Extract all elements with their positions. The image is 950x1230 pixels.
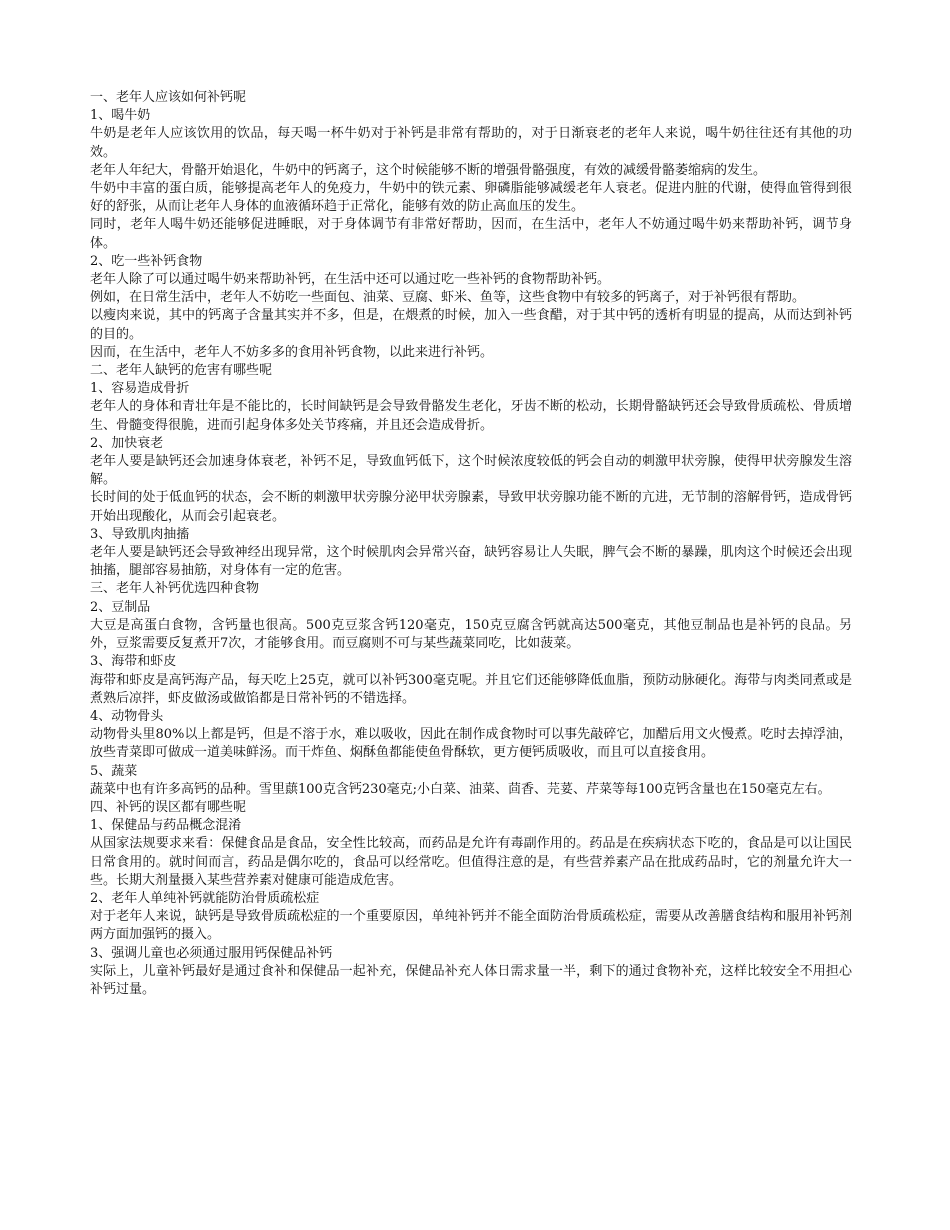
- paragraph: 牛奶中丰富的蛋白质，能够提高老年人的免疫力，牛奶中的铁元素、卵磷脂能够减缓老年人衰老。促进内脏的代谢，使得血管得到很好的舒张，从而让老年人身体的血液循环趋于正常化，能够有效的防止高血压的发生。: [90, 181, 852, 215]
- section-heading-4: 四、补钙的误区都有哪些呢: [90, 799, 247, 815]
- paragraph: 老年人年纪大，骨骼开始退化，牛奶中的钙离子，这个时候能够不断的增强骨骼强度，有效的减缓骨骼萎缩病的发生。: [90, 162, 767, 178]
- subheading: 2、老年人单纯补钙就能防治骨质疏松症: [90, 890, 320, 906]
- subheading: 5、蔬菜: [90, 763, 138, 779]
- paragraph: 以瘦肉来说，其中的钙离子含量其实并不多，但是，在煨煮的时候，加入一些食醋，对于其中钙的透析有明显的提高，从而达到补钙的目的。: [90, 308, 852, 342]
- subheading: 3、导致肌肉抽搐: [90, 526, 190, 542]
- paragraph: 蔬菜中也有许多高钙的品种。雪里蕻100克含钙230毫克;小白菜、油菜、茴香、芫荽、芹菜等每100克钙含量也在150毫克左右。: [90, 781, 831, 797]
- subheading: 4、动物骨头: [90, 708, 164, 724]
- subheading: 3、强调儿童也必须通过服用钙保健品补钙: [90, 945, 333, 961]
- paragraph: 海带和虾皮是高钙海产品，每天吃上25克，就可以补钙300毫克呢。并且它们还能够降低血脂，预防动脉硬化。海带与肉类同煮或是煮熟后凉拌，虾皮做汤或做馅都是日常补钙的不错选择。: [90, 672, 852, 706]
- paragraph: 对于老年人来说，缺钙是导致骨质疏松症的一个重要原因，单纯补钙并不能全面防治骨质疏松症，需要从改善膳食结构和服用补钙剂两方面加强钙的摄入。: [90, 909, 852, 943]
- paragraph: 大豆是高蛋白食物，含钙量也很高。500克豆浆含钙120毫克，150克豆腐含钙就高达500毫克，其他豆制品也是补钙的良品。另外，豆浆需要反复煮开7次，才能够食用。而豆腐则不可与某些蔬菜同吃，比如菠菜。: [90, 617, 852, 652]
- subheading: 2、豆制品: [90, 599, 151, 615]
- subheading: 2、加快衰老: [90, 435, 164, 451]
- subheading: 1、喝牛奶: [90, 108, 151, 124]
- paragraph: 实际上，儿童补钙最好是通过食补和保健品一起补充，保健品补充人体日需求量一半，剩下的通过食物补充，这样比较安全不用担心补钙过量。: [90, 963, 852, 997]
- subheading: 2、吃一些补钙食物: [90, 253, 203, 269]
- subheading: 1、容易造成骨折: [90, 381, 190, 397]
- paragraph: 牛奶是老年人应该饮用的饮品，每天喝一杯牛奶对于补钙是非常有帮助的，对于日渐衰老的老年人来说，喝牛奶往往还有其他的功效。: [90, 126, 852, 160]
- subheading: 3、海带和虾皮: [90, 654, 177, 670]
- paragraph: 长时间的处于低血钙的状态，会不断的刺激甲状旁腺分泌甲状旁腺素，导致甲状旁腺功能不断的亢进，无节制的溶解骨钙，造成骨钙开始出现酸化，从而会引起衰老。: [90, 490, 852, 524]
- paragraph: 从国家法规要求来看：保健食品是食品，安全性比较高，而药品是允许有毒副作用的。药品是在疾病状态下吃的，食品是可以让国民日常食用的。就时间而言，药品是偶尔吃的，食品可以经常吃。但值得注意的是，有些营养素产品在批成药品时，它的剂量允许大一些。长期大剂量摄入某些营养素对健康可能造成危害。: [90, 836, 852, 888]
- subheading: 1、保健品与药品概念混淆: [90, 818, 242, 834]
- paragraph: 老年人的身体和青壮年是不能比的，长时间缺钙是会导致骨骼发生老化，牙齿不断的松动，长期骨骼缺钙还会导致骨质疏松、骨质增生、骨髓变得很脆，进而引起身体多处关节疼痛，并且还会造成骨折。: [90, 399, 852, 433]
- paragraph: 同时，老年人喝牛奶还能够促进睡眠，对于身体调节有非常好帮助，因而，在生活中，老年人不妨通过喝牛奶来帮助补钙，调节身体。: [90, 217, 852, 251]
- paragraph: 例如，在日常生活中，老年人不妨吃一些面包、油菜、豆腐、虾米、鱼等，这些食物中有较多的钙离子，对于补钙很有帮助。: [90, 290, 806, 306]
- section-heading-1: 一、老年人应该如何补钙呢: [90, 90, 247, 105]
- paragraph: 老年人要是缺钙还会导致神经出现异常，这个时候肌肉会异常兴奋，缺钙容易让人失眠，脾气会不断的暴躁，肌肉这个时候还会出现抽搐，腿部容易抽筋，对身体有一定的危害。: [90, 545, 852, 579]
- section-heading-2: 二、老年人缺钙的危害有哪些呢: [90, 363, 273, 379]
- paragraph: 老年人除了可以通过喝牛奶来帮助补钙，在生活中还可以通过吃一些补钙的食物帮助补钙。: [90, 272, 611, 288]
- paragraph: 因而，在生活中，老年人不妨多多的食用补钙食物，以此来进行补钙。: [90, 344, 494, 360]
- section-heading-3: 三、老年人补钙优选四种食物: [90, 581, 260, 597]
- document-body: [90, 89, 852, 999]
- paragraph: 动物骨头里80%以上都是钙，但是不溶于水，难以吸收，因此在制作成食物时可以事先敲碎它，加醋后用文火慢煮。吃时去掉浮油，放些青菜即可做成一道美味鲜汤。而干炸鱼、焖酥鱼都能使鱼骨酥软，更方便钙质吸收，而且可以直接食用。: [90, 727, 852, 761]
- paragraph: 老年人要是缺钙还会加速身体衰老，补钙不足，导致血钙低下，这个时候浓度较低的钙会自动的刺激甲状旁腺，使得甲状旁腺发生溶解。: [90, 454, 852, 488]
